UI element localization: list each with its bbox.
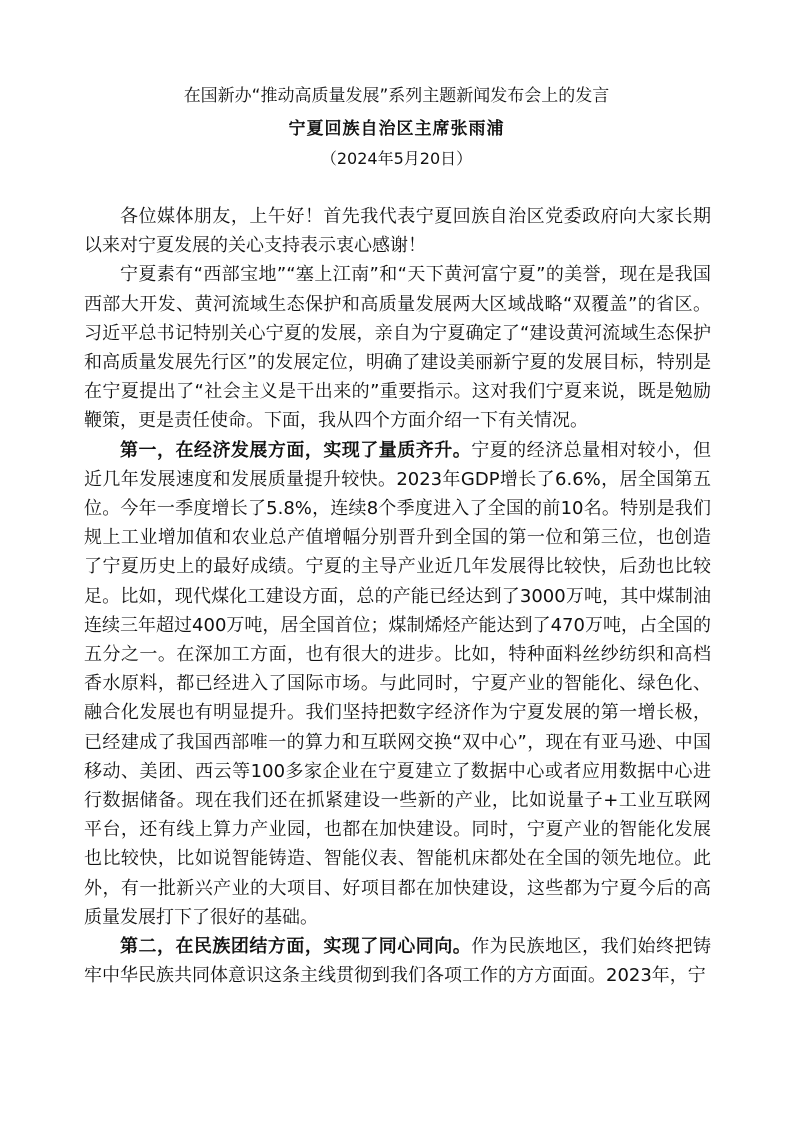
paragraph-greeting (84, 202, 711, 260)
document-title: 在国新办“推动高质量发展”系列主题新闻发布会上的发言 (183, 86, 610, 106)
document-body (84, 202, 711, 990)
paragraph-introduction (84, 260, 711, 435)
paragraph-text: 宁夏素有“西部宝地”“塞上江南”和“天下黄河富宁夏”的美誉，现在是我国西部大开发、黄河流域生态保护和高质量发展两大区域战略“双覆盖”的省区。习近平总书记特别关心宁夏的发展，亲自为宁夏确定了“建设黄河流域生态保护和高质量发展先行区”的发展定位，明确了建设美丽新宁夏的发展目标，特别是在宁夏提出了“社会主义是干出来的”重要指示。这对我们宁夏来说，既是勉励鞭策，更是责任使命。下面，我从四个方面介绍一下有关情况。 (84, 264, 711, 432)
paragraph-text: 作为民族地区，我们始终把铸牢中华民族共同体意识这条主线贯彻到我们各项工作的方方面面。2023年，宁 (84, 936, 712, 987)
paragraph-lead: 第二，在民族团结方面，实现了同心同向。 (120, 936, 472, 958)
document-date: （2024年5月20日） (320, 149, 473, 168)
paragraph-text: 各位媒体朋友，上午好！首先我代表宁夏回族自治区党委政府向大家长期以来对宁夏发展的关心支持表示衷心感谢！ (84, 206, 711, 257)
paragraph-lead: 第一，在经济发展方面，实现了量质齐升。 (120, 439, 472, 461)
paragraph-economic-development (84, 436, 711, 932)
document-author: 宁夏回族自治区主席张雨浦 (288, 119, 505, 139)
paragraph-text: 宁夏的经济总量相对较小，但近几年发展速度和发展质量提升较快。2023年GDP增长了6.6%，居全国第五位。今年一季度增长了5.8%，连续8个季度进入了全国的前10名。特别是我们规上工业增加值和农业总产值增幅分别晋升到全国的第一位和第三位，也创造了宁夏历史上的最好成绩。宁夏的主导产业近几年发展得比较快，后劲也比较足。比如，现代煤化工建设方面，总的产能已经达到了3000万吨，其中煤制油连续三年超过400万吨，居全国首位；煤制烯烃产能达到了470万吨，占全国的五分之一。在深加工方面，也有很大的进步。比如，特种面料丝纱纺织和高档香水原料，都已经进入了国际市场。与此同时，宁夏产业的智能化、绿色化、融合化发展也有明显提升。我们坚持把数字经济作为宁夏发展的第一增长极，已经建成了我国西部唯一的算力和互联网交换“双中心”，现在有亚马逊、中国移动、美团、西云等100多家企业在宁夏建立了数据中心或者应用数据中心进行数据储备。现在我们还在抓紧建设一些新的产业，比如说量子+工业互联网平台，还有线上算力产业园，也都在加快建设。同时，宁夏产业的智能化发展也比较快，比如说智能铸造、智能仪表、智能机床都处在全国的领先地位。此外，有一批新兴产业的大项目、好项目都在加快建设，这些都为宁夏今后的高质量发展打下了很好的基础。 (84, 439, 712, 928)
paragraph-ethnic-unity (84, 932, 711, 990)
